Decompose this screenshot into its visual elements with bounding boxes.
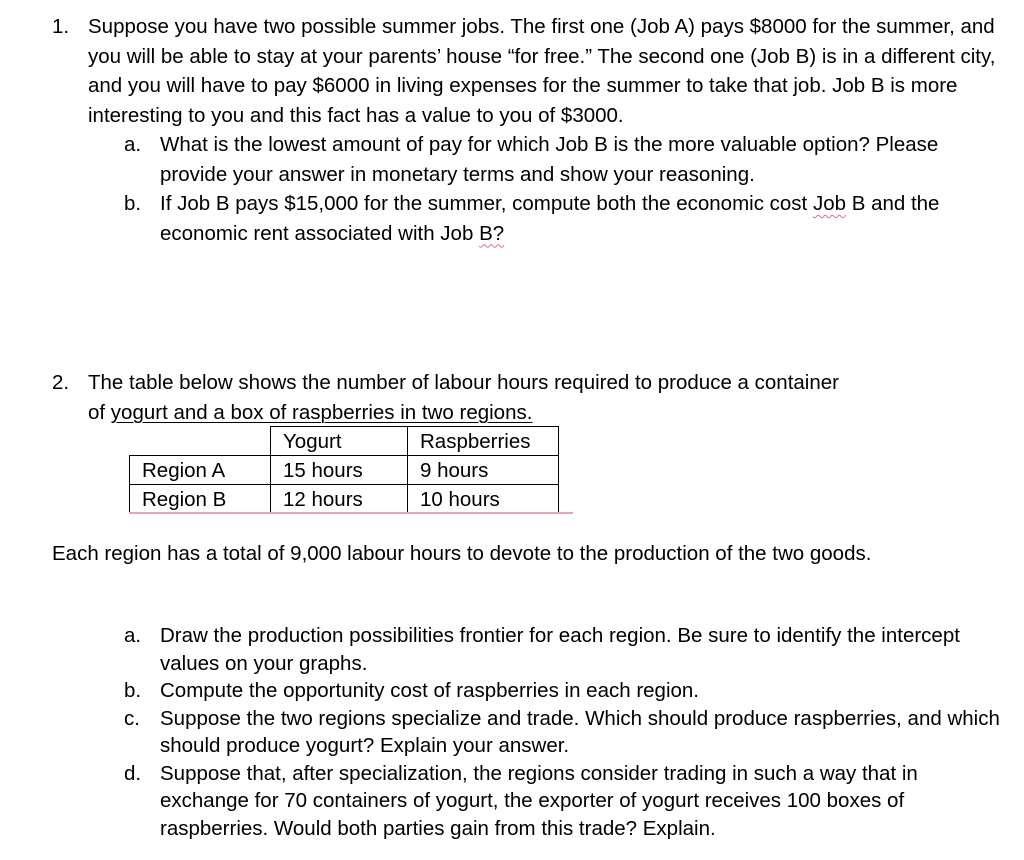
part-label: d. bbox=[124, 761, 142, 785]
part-text: Suppose that, after specialization, the regions consider trading in such a way that in exchange for 70 containers of yogurt, the exporter of yogurt receives 100 boxes of raspberries. Would both parties gain from this trade? Explain. bbox=[160, 761, 918, 840]
part-label: c. bbox=[124, 706, 140, 730]
question-2-text-line2-underlined: yogurt and a box of raspberries in two regions. bbox=[110, 400, 533, 424]
table-header-row bbox=[130, 427, 559, 456]
question-1-text: Suppose you have two possible summer jobs. The first one (Job A) pays $8000 for the summer, and you will be able to stay at your parents’ house “for free.” The second one (Job B) is in a different city, and you will have to pay $6000 in living expenses for the summer to take that job. Job B is more interesting to you and this fact has a value to you of $3000. bbox=[88, 15, 996, 127]
question-2b bbox=[124, 677, 1002, 705]
table-cell: Region B bbox=[130, 485, 271, 514]
part-text: Suppose the two regions specialize and trade. Which should produce raspberries, and which should produce yogurt? Explain your answer. bbox=[160, 706, 1000, 757]
table-row bbox=[130, 456, 559, 485]
part-label: b. bbox=[124, 192, 142, 215]
question-2d bbox=[124, 760, 1002, 843]
part-text bbox=[160, 189, 1002, 248]
part-text-segment: B and the economic rent associated with Job bbox=[160, 192, 940, 245]
part-text: What is the lowest amount of pay for which Job B is the more valuable option? Please provide your answer in monetary terms and show your reasoning. bbox=[160, 133, 939, 186]
question-2-paragraph: Each region has a total of 9,000 labour hours to devote to the production of the two goods. bbox=[52, 542, 872, 565]
table-header-cell: Raspberries bbox=[408, 427, 559, 456]
table-cell: 15 hours bbox=[271, 456, 408, 485]
part-label: a. bbox=[124, 624, 142, 647]
part-label: b. bbox=[124, 679, 142, 702]
question-2-number: 2. bbox=[52, 371, 70, 394]
part-text: Compute the opportunity cost of raspberries in each region. bbox=[160, 679, 699, 702]
question-1a bbox=[124, 130, 1002, 189]
question-2a bbox=[124, 622, 1002, 677]
spellcheck-underlined-text: B? bbox=[479, 221, 505, 245]
question-2-text-line1: The table below shows the number of labour hours required to produce a container bbox=[88, 371, 839, 394]
question-1 bbox=[52, 12, 1002, 248]
labour-hours-table bbox=[129, 426, 559, 514]
table-header-cell bbox=[130, 427, 271, 456]
table-cell: 10 hours bbox=[408, 485, 559, 514]
table-cell: 9 hours bbox=[408, 456, 559, 485]
question-2-text-line2-start: of bbox=[88, 400, 111, 424]
table-cell: Region A bbox=[130, 456, 271, 485]
question-1b bbox=[124, 189, 1002, 248]
question-2 bbox=[52, 368, 1002, 427]
question-2-stem bbox=[52, 368, 1002, 427]
part-text-segment: If Job B pays $15,000 for the summer, compute both the economic cost bbox=[160, 192, 813, 215]
spellcheck-underline bbox=[129, 512, 573, 514]
table-row bbox=[130, 485, 559, 514]
table-cell: 12 hours bbox=[271, 485, 408, 514]
spellcheck-underlined-text: Job bbox=[812, 192, 846, 215]
table-header-cell: Yogurt bbox=[271, 427, 408, 456]
question-2-parts bbox=[52, 622, 1002, 842]
question-1-number: 1. bbox=[52, 15, 70, 38]
question-2c bbox=[124, 705, 1002, 760]
question-2-text bbox=[88, 368, 1002, 427]
part-text: Draw the production possibilities frontier for each region. Be sure to identify the intercept values on your graphs. bbox=[160, 624, 960, 675]
part-label: a. bbox=[124, 133, 142, 156]
question-1-stem bbox=[52, 12, 1002, 130]
